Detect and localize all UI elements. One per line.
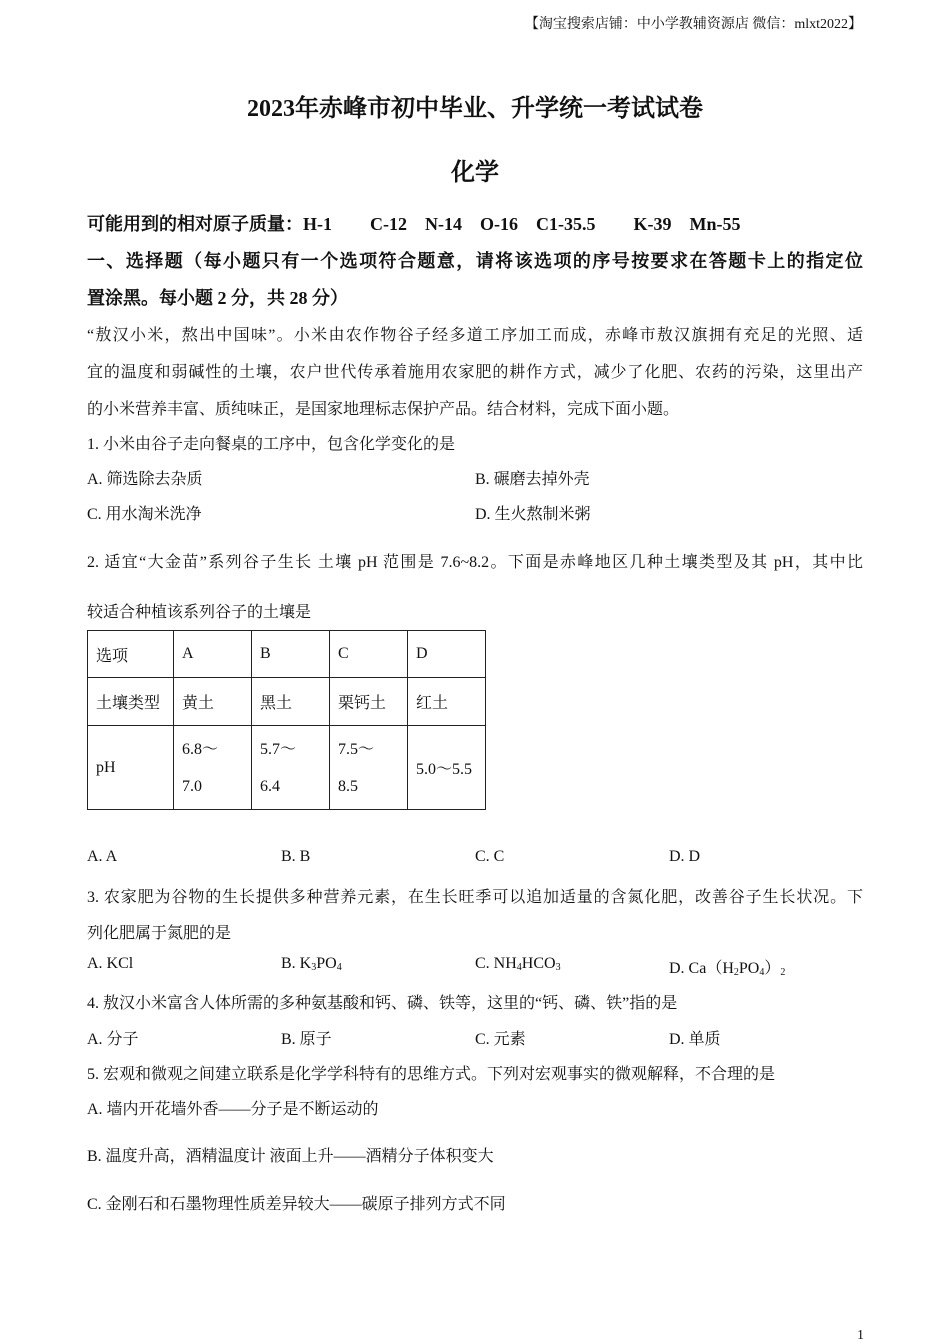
subject-title: 化学 [451,160,499,186]
table-cell [252,726,330,810]
q1-option-a: A. 筛选除去杂质 [87,471,203,488]
table-cell: 黑土 [252,678,330,726]
q1-option-b: B. 碾磨去掉外壳 [475,471,590,488]
table-cell: 栗钙土 [330,678,408,726]
formula-subscript: 2 [733,967,739,978]
ph-c-low: 7.5～ [338,740,375,758]
table-cell: 选项 [88,631,174,678]
q3-option-c [475,955,561,973]
formula-part: B. K [281,955,312,972]
mass-c: C-12 [370,214,407,234]
ph-b-high: 6.4 [260,777,280,795]
table-cell [330,726,408,810]
formula-subscript: 4 [759,967,765,978]
q4-option-b: B. 原子 [281,1031,332,1048]
q3-stem-line1: 3. 农家肥为谷物的生长提供多种营养元素，在生长旺季可以追加适量的含氮化肥，改善谷子生长状况。下 [87,889,863,906]
atomic-masses [87,210,741,236]
q1-option-d: D. 生火熬制米粥 [475,506,591,523]
table-cell: 5.0～5.5 [408,726,486,810]
q3-option-d [669,955,785,978]
q2-option-c: C. C [475,848,505,865]
formula-subscript: 3 [311,962,317,973]
q4-option-a: A. 分子 [87,1031,139,1048]
table-cell: pH [88,726,174,810]
mass-cl: C1-35.5 [536,214,596,234]
mass-mn: Mn-55 [689,214,741,234]
formula-subscript: 3 [555,962,561,973]
section1-heading-line2: 置涂黑。每小题 2 分，共 28 分） [87,288,348,308]
q5-option-a: A. 墙内开花墙外香——分子是不断运动的 [87,1101,379,1118]
q4-option-d: D. 单质 [669,1031,721,1048]
q5-option-b: B. 温度升高，酒精温度计 液面上升——酒精分子体积变大 [87,1148,494,1165]
table-cell: B [252,631,330,678]
page-header-watermark: 【淘宝搜索店铺：中小学教辅资源店 微信：mlxt2022】 [524,17,862,32]
ph-a-high: 7.0 [182,777,202,795]
formula-part: PO [738,960,760,977]
ph-a-low: 6.8～ [182,740,219,758]
formula-part: ） [764,960,781,977]
table-cell: 黄土 [174,678,252,726]
q4-option-c: C. 元素 [475,1031,526,1048]
formula-part: C. NH [475,955,517,972]
atomic-masses-label: 可能用到的相对原子质量： [87,214,303,234]
ph-c-high: 8.5 [338,777,358,795]
table-cell: A [174,631,252,678]
exam-title: 2023年赤峰市初中毕业、升学统一考试试卷 [247,96,703,122]
section1-heading-line1: 一、选择题（每小题只有一个选项符合题意，请将该选项的序号按要求在答题卡上的指定位 [87,251,863,271]
q2-option-a: A. A [87,848,118,865]
q2-stem-line1: 2. 适宜“大金苗”系列谷子生长 土壤 pH 范围是 7.6~8.2。下面是赤峰地区几种土壤类型及其 pH，其中比 [87,554,863,571]
ph-b-low: 5.7～ [260,740,297,758]
soil-ph-table [87,630,486,810]
table-row [88,726,486,810]
formula-part: HCO [521,955,556,972]
passage-line2: 宜的温度和弱碱性的土壤，农户世代传承着施用农家肥的耕作方式，减少了化肥、农药的污染，这里出产 [87,364,863,381]
q5-stem: 5. 宏观和微观之间建立联系是化学学科特有的思维方式。下列对宏观事实的微观解释，不合理的是 [87,1066,776,1083]
q3-stem-line2: 列化肥属于氮肥的是 [87,925,232,942]
table-cell: 红土 [408,678,486,726]
q2-option-d: D. D [669,848,701,865]
q4-stem: 4. 敖汉小米富含人体所需的多种氨基酸和钙、磷、铁等，这里的“钙、磷、铁”指的是 [87,995,678,1012]
table-row [88,631,486,678]
table-row [88,678,486,726]
mass-n: N-14 [425,214,462,234]
q1-option-c: C. 用水淘米洗净 [87,506,202,523]
page-number: 1 [857,1328,864,1343]
table-cell [174,726,252,810]
q5-option-c: C. 金刚石和石墨物理性质差异较大——碳原子排列方式不同 [87,1196,506,1213]
mass-o: O-16 [480,214,518,234]
q2-stem-line2: 较适合种植该系列谷子的土壤是 [87,604,312,621]
q3-option-a: A. KCl [87,955,134,972]
q3-option-b [281,955,342,973]
formula-part: PO [316,955,337,972]
table-cell: D [408,631,486,678]
mass-k: K-39 [633,214,672,234]
formula-part: D. Ca（H [669,960,734,977]
table-cell: C [330,631,408,678]
mass-h: H-1 [303,214,332,234]
table-cell: 土壤类型 [88,678,174,726]
formula-subscript: 4 [336,962,342,973]
q1-stem: 1. 小米由谷子走向餐桌的工序中，包含化学变化的是 [87,436,456,453]
formula-subscript: 2 [780,967,786,978]
q2-option-b: B. B [281,848,311,865]
passage-line3: 的小米营养丰富、质纯味正，是国家地理标志保护产品。结合材料，完成下面小题。 [87,401,680,418]
passage-line1: “敖汉小米，熬出中国味”。小米由农作物谷子经多道工序加工而成，赤峰市敖汉旗拥有充足的光照、适 [87,327,863,344]
formula-subscript: 4 [516,962,522,973]
